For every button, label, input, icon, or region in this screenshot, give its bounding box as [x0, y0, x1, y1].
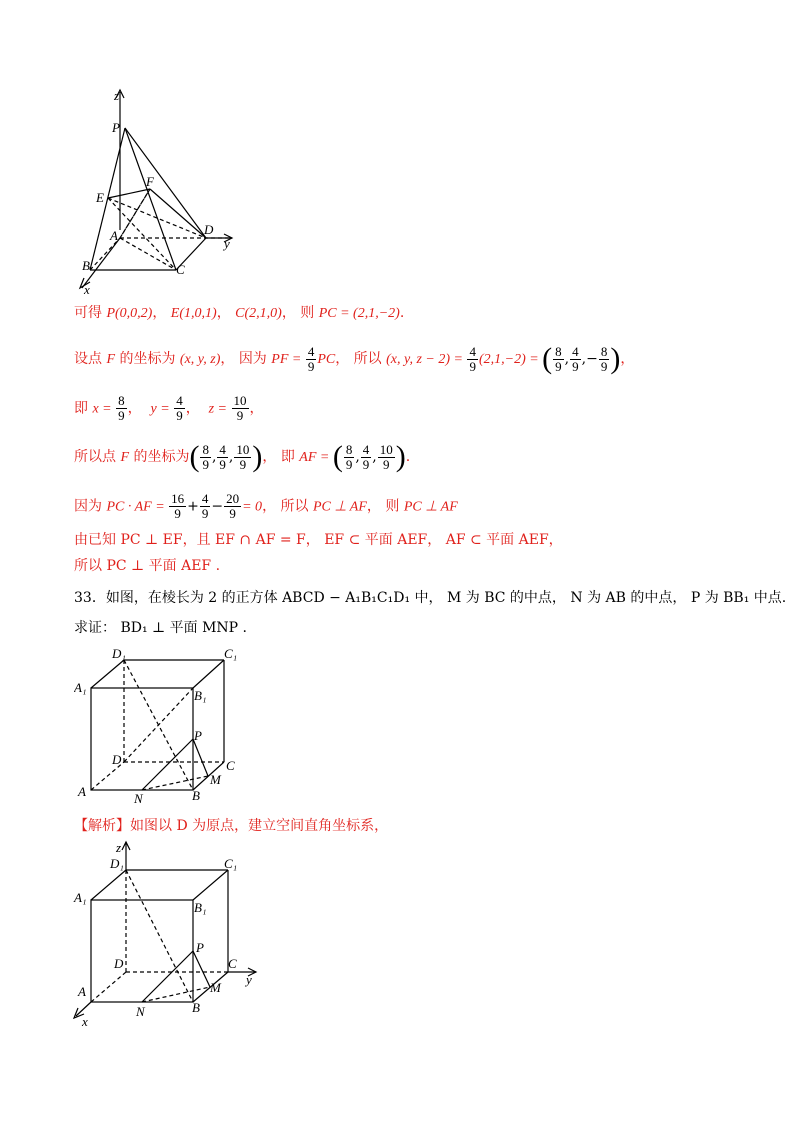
cube-figure — [74, 646, 254, 806]
line-given: 由已知 PC ⊥ EF，且 EF ∩ AF = F， EF ⊂ 平面 AEF， AF ⊂ 平面 AEF， — [74, 532, 563, 548]
fraction: $\frac{4}{9}$ — [469, 343, 476, 374]
analysis-line — [74, 816, 388, 836]
label-P: P — [196, 940, 204, 955]
line-point-F: 设点 F 的坐标为 (x, y, z)， 因为 PF = $\frac{4}{9}$ PC， 所以 (x, y, z − 2) = $\frac{4}{9}$ (2,1,−2) = ( $\frac{8}{9}$ , $\frac{4}{9}$ ,− $\frac{8}{9}$ )， — [74, 342, 635, 375]
label-A: A — [78, 984, 86, 999]
label-D: D — [112, 752, 122, 767]
eq-y: y = — [150, 401, 174, 417]
label-y: y — [224, 236, 230, 251]
label-C: C — [176, 262, 185, 277]
label-A1: A₁ — [74, 890, 87, 905]
text: 的坐标为 — [133, 449, 190, 465]
label-F: F — [146, 174, 154, 189]
label-N: N — [134, 791, 143, 806]
perp-lines: PC ⊥ AF — [403, 499, 458, 515]
label-z: z — [114, 88, 120, 103]
cube-axes-figure — [70, 838, 270, 1028]
text: 所以 — [353, 351, 382, 367]
label-B: B — [192, 788, 200, 803]
front-face — [91, 900, 193, 1002]
vector-PF: PF = — [271, 352, 305, 367]
label-A: A — [110, 228, 118, 243]
label-C1: C₁ — [224, 646, 238, 661]
label-B: B — [82, 258, 90, 273]
dot-expression: PC · AF = — [106, 499, 169, 515]
label-M: M — [210, 980, 221, 995]
vector-PC: PC = (2,1,−2) — [318, 306, 400, 321]
text: 则 — [385, 498, 400, 515]
text: 设点 — [74, 351, 102, 367]
text: 的坐标为 — [119, 351, 176, 367]
tuple-xyz: (x, y, z) — [179, 352, 221, 367]
point-P: P(0,0,2) — [106, 306, 153, 321]
perp-vectors: PC ⊥ AF — [312, 499, 367, 515]
text: 即 — [280, 449, 295, 465]
text: 因为 — [238, 351, 267, 367]
edge-PD — [125, 128, 206, 238]
text: 可得 — [74, 305, 102, 321]
label-P: P — [112, 120, 120, 135]
label-B: B — [192, 1000, 200, 1015]
label-z: z — [116, 840, 122, 855]
eq-z: z = — [208, 401, 231, 417]
point-E: E(1,0,1) — [170, 306, 217, 321]
label-D1: D₁ — [110, 856, 124, 871]
label-C1: C₁ — [224, 856, 238, 871]
line-dot-product: 因为 PC · AF = $\frac{16}{9}$ + $\frac{4}{9}$ − $\frac{20}{9}$ = 0， 所以 PC ⊥ AF， 则 PC ⊥ AF — [74, 491, 458, 521]
text: 所以点 — [74, 449, 116, 465]
label-C: C — [226, 758, 235, 773]
label-M: M — [210, 772, 221, 787]
point-C: C(2,1,0) — [235, 306, 282, 321]
analysis-tag: 【解析】 — [74, 818, 130, 834]
pyramid-figure — [70, 88, 250, 296]
text: 则 — [300, 305, 315, 321]
front-face — [91, 688, 193, 790]
label-y: y — [246, 972, 252, 987]
var-F: F — [106, 352, 116, 367]
label-A1: A₁ — [74, 680, 87, 695]
label-x: x — [84, 282, 90, 296]
label-A: A — [78, 784, 86, 799]
label-D: D — [204, 222, 214, 237]
label-C: C — [228, 956, 237, 971]
line-F-coords: 所以点 F 的坐标为( $\frac{8}{9}$ , $\frac{4}{9}$ , $\frac{10}{9}$ )， 即 AF = ( $\frac{8}{9}$ , $\frac{4}{9}$ , $\frac{10}{9}$ ). — [74, 440, 411, 473]
analysis-text: 如图以 D 为原点，建立空间直角坐标系， — [130, 818, 389, 834]
text: 因为 — [74, 498, 102, 515]
vector-PC: PC — [317, 352, 336, 367]
question-33-prove: 求证： BD₁ ⊥ 平面 MNP . — [74, 620, 247, 636]
line-xyz-values: 即 x = $\frac{8}{9}$ ， y = $\frac{4}{9}$ ， z = $\frac{10}{9}$ ， — [74, 393, 264, 423]
label-B1: B₁ — [194, 688, 207, 703]
label-B1: B₁ — [194, 900, 207, 915]
var-F: F — [120, 450, 130, 465]
label-E: E — [96, 190, 104, 205]
edge-FD — [150, 189, 206, 238]
label-D1: D₁ — [112, 646, 126, 661]
label-x: x — [82, 1014, 88, 1028]
eq-x: x = — [92, 401, 116, 417]
edge-EF — [108, 189, 150, 198]
text: 即 — [74, 400, 88, 417]
label-D: D — [114, 956, 124, 971]
edge-PC — [125, 128, 176, 270]
equals-zero: = 0 — [242, 499, 263, 515]
text: 所以 — [280, 498, 309, 515]
label-N: N — [136, 1004, 145, 1019]
equation: (x, y, z − 2) = — [386, 352, 467, 367]
vector: (2,1,−2) = — [478, 352, 543, 367]
fraction: $\frac{4}{9}$ — [307, 343, 315, 374]
line-coords: 可得 P(0,0,2)， E(1,0,1)， C(2,1,0)， 则 PC = (2,1,−2). — [74, 305, 405, 321]
vector-AF: AF = — [299, 450, 333, 465]
question-33: 33．如图，在棱长为 2 的正方体 ABCD − A₁B₁C₁D₁ 中， M 为 BC 的中点， N 为 AB 的中点， P 为 BB₁ 中点. — [74, 590, 787, 606]
line-conclusion: 所以 PC ⊥ 平面 AEF . — [74, 558, 221, 574]
label-P: P — [194, 728, 202, 743]
